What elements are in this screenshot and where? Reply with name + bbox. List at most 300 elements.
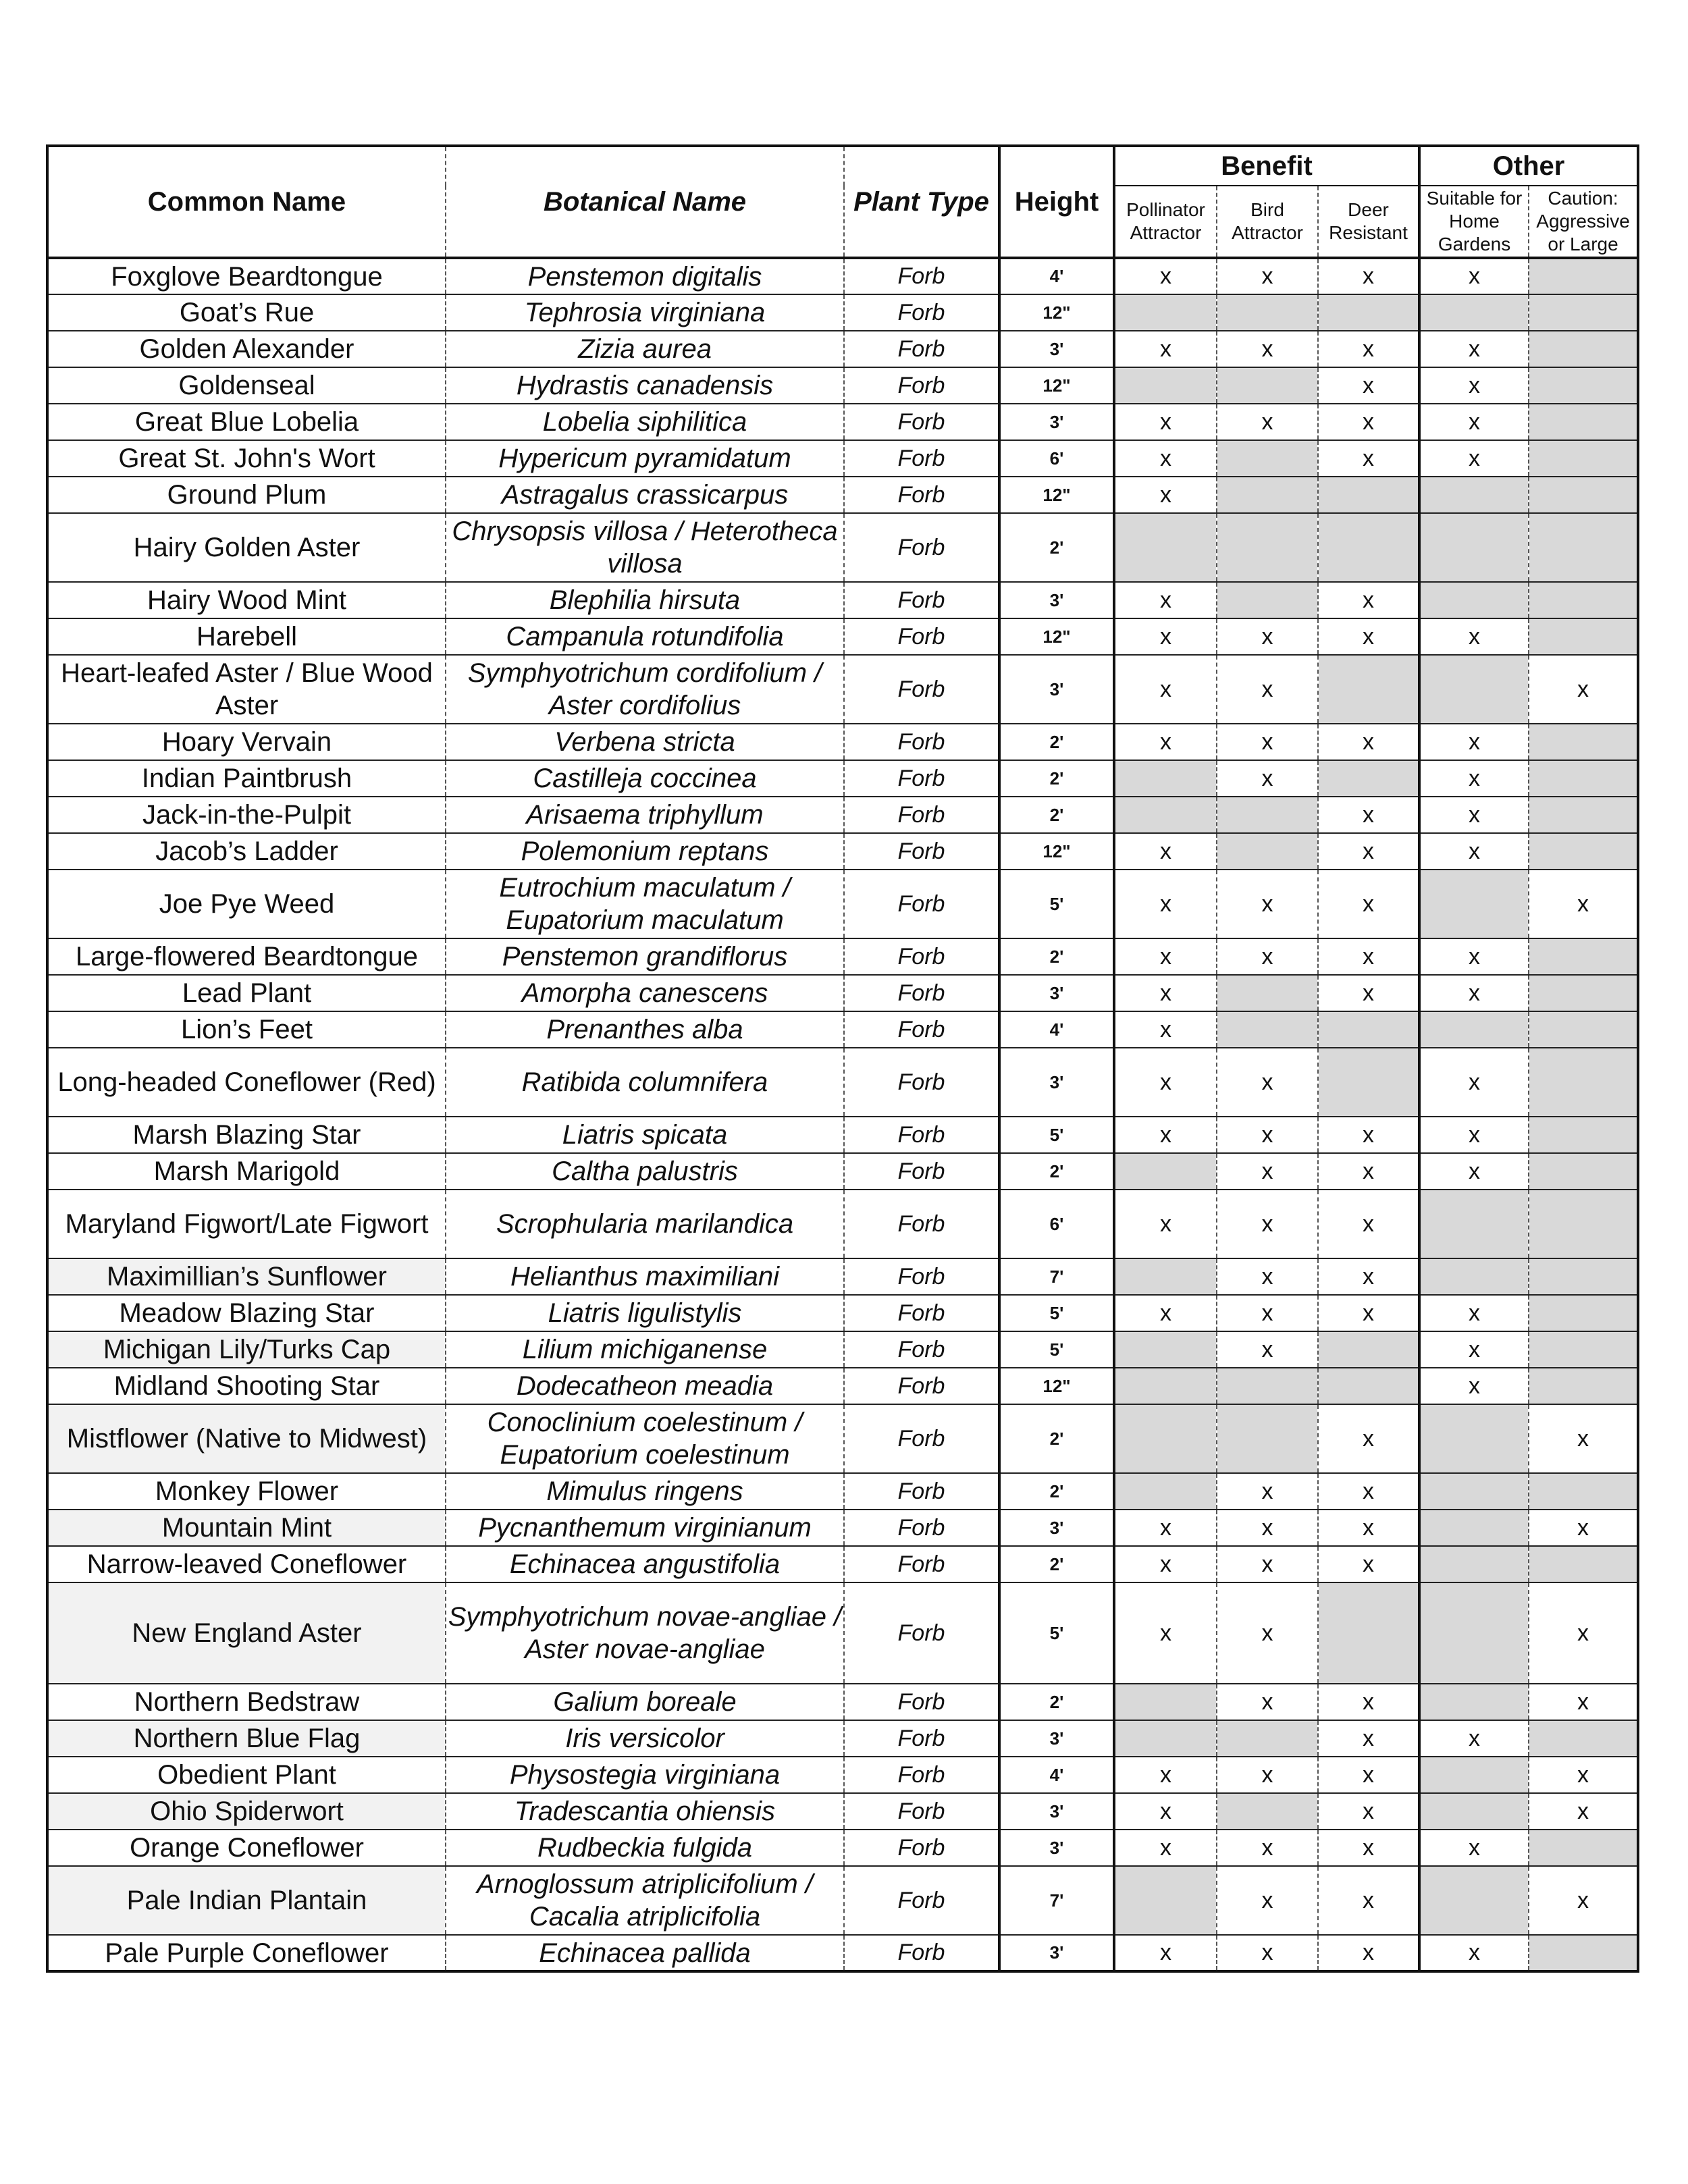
common-name-cell: Foxglove Beardtongue — [47, 258, 446, 294]
bird-cell: x — [1217, 1866, 1318, 1935]
bird-cell: x — [1217, 1295, 1318, 1331]
home-garden-cell: x — [1419, 258, 1529, 294]
caution-cell — [1529, 1190, 1638, 1258]
botanical-name-cell: Iris versicolor — [446, 1720, 844, 1757]
botanical-name-cell: Conoclinium coelestinum / Eupatorium coelestinum — [446, 1404, 844, 1473]
height-cell: 5' — [999, 1331, 1114, 1368]
table-row — [47, 1368, 1638, 1404]
plant-type-cell: Forb — [844, 1546, 999, 1582]
caution-cell — [1529, 367, 1638, 404]
botanical-name-cell: Liatris ligulistylis — [446, 1295, 844, 1331]
table-row — [47, 1830, 1638, 1866]
table-row — [47, 1510, 1638, 1546]
deer-cell: x — [1318, 258, 1419, 294]
caution-cell — [1529, 1546, 1638, 1582]
plant-type-cell: Forb — [844, 1720, 999, 1757]
pollinator-cell: x — [1114, 258, 1217, 294]
home-garden-cell — [1419, 1793, 1529, 1830]
botanical-name-cell: Echinacea pallida — [446, 1935, 844, 1971]
caution-cell — [1529, 404, 1638, 440]
deer-cell: x — [1318, 1720, 1419, 1757]
plant-type-cell: Forb — [844, 1793, 999, 1830]
caution-cell — [1529, 1935, 1638, 1971]
bird-cell — [1217, 797, 1318, 833]
home-garden-cell — [1419, 1190, 1529, 1258]
caution-cell — [1529, 1048, 1638, 1117]
table-row — [47, 404, 1638, 440]
home-garden-cell: x — [1419, 404, 1529, 440]
table-row — [47, 331, 1638, 367]
bird-cell — [1217, 1404, 1318, 1473]
caution-cell — [1529, 833, 1638, 870]
common-name-cell: Marsh Marigold — [47, 1153, 446, 1190]
deer-cell: x — [1318, 1153, 1419, 1190]
botanical-name-cell: Helianthus maximiliani — [446, 1258, 844, 1295]
home-garden-cell: x — [1419, 797, 1529, 833]
height-cell: 5' — [999, 1582, 1114, 1684]
table-row — [47, 618, 1638, 655]
pollinator-cell: x — [1114, 938, 1217, 975]
home-garden-cell — [1419, 1684, 1529, 1720]
pollinator-cell — [1114, 1258, 1217, 1295]
table-row — [47, 1117, 1638, 1153]
bird-cell: x — [1217, 1757, 1318, 1793]
deer-cell — [1318, 1331, 1419, 1368]
height-cell: 4' — [999, 1011, 1114, 1048]
deer-cell — [1318, 294, 1419, 331]
plant-type-cell: Forb — [844, 938, 999, 975]
bird-cell: x — [1217, 1258, 1318, 1295]
botanical-name-cell: Lobelia siphilitica — [446, 404, 844, 440]
height-cell: 2' — [999, 1684, 1114, 1720]
home-garden-cell — [1419, 1404, 1529, 1473]
caution-cell: x — [1529, 1793, 1638, 1830]
home-garden-cell: x — [1419, 760, 1529, 797]
header-plant-type: Plant Type — [844, 146, 999, 258]
height-cell: 3' — [999, 975, 1114, 1011]
plant-type-cell: Forb — [844, 331, 999, 367]
common-name-cell: Pale Purple Coneflower — [47, 1935, 446, 1971]
plant-type-cell: Forb — [844, 797, 999, 833]
home-garden-cell — [1419, 1757, 1529, 1793]
common-name-cell: Hairy Golden Aster — [47, 513, 446, 582]
deer-cell — [1318, 477, 1419, 513]
deer-cell: x — [1318, 1935, 1419, 1971]
plant-type-cell: Forb — [844, 440, 999, 477]
table-row — [47, 1048, 1638, 1117]
pollinator-cell — [1114, 760, 1217, 797]
plant-type-cell: Forb — [844, 294, 999, 331]
caution-cell — [1529, 1473, 1638, 1510]
bird-cell: x — [1217, 1473, 1318, 1510]
deer-cell: x — [1318, 938, 1419, 975]
home-garden-cell — [1419, 870, 1529, 938]
deer-cell: x — [1318, 440, 1419, 477]
pollinator-cell — [1114, 797, 1217, 833]
plant-table — [46, 144, 1639, 1973]
caution-cell: x — [1529, 1757, 1638, 1793]
height-cell: 2' — [999, 1473, 1114, 1510]
table-row — [47, 975, 1638, 1011]
common-name-cell: Orange Coneflower — [47, 1830, 446, 1866]
deer-cell: x — [1318, 1117, 1419, 1153]
home-garden-cell — [1419, 1546, 1529, 1582]
plant-type-cell: Forb — [844, 582, 999, 618]
caution-cell: x — [1529, 1404, 1638, 1473]
height-cell: 4' — [999, 258, 1114, 294]
deer-cell — [1318, 513, 1419, 582]
plant-type-cell: Forb — [844, 1153, 999, 1190]
botanical-name-cell: Tephrosia virginiana — [446, 294, 844, 331]
deer-cell: x — [1318, 724, 1419, 760]
common-name-cell: Golden Alexander — [47, 331, 446, 367]
height-cell: 5' — [999, 1117, 1114, 1153]
table-row — [47, 938, 1638, 975]
home-garden-cell — [1419, 1866, 1529, 1935]
common-name-cell: Jacob’s Ladder — [47, 833, 446, 870]
table-row — [47, 513, 1638, 582]
pollinator-cell: x — [1114, 1757, 1217, 1793]
common-name-cell: Long-headed Coneflower (Red) — [47, 1048, 446, 1117]
caution-cell — [1529, 294, 1638, 331]
common-name-cell: Mountain Mint — [47, 1510, 446, 1546]
botanical-name-cell: Penstemon grandiflorus — [446, 938, 844, 975]
plant-type-cell: Forb — [844, 833, 999, 870]
pollinator-cell — [1114, 1866, 1217, 1935]
plant-type-cell: Forb — [844, 1935, 999, 1971]
table-row — [47, 1793, 1638, 1830]
botanical-name-cell: Pycnanthemum virginianum — [446, 1510, 844, 1546]
deer-cell: x — [1318, 331, 1419, 367]
height-cell: 4' — [999, 1757, 1114, 1793]
common-name-cell: Great Blue Lobelia — [47, 404, 446, 440]
botanical-name-cell: Lilium michiganense — [446, 1331, 844, 1368]
caution-cell — [1529, 513, 1638, 582]
pollinator-cell — [1114, 1720, 1217, 1757]
pollinator-cell — [1114, 1473, 1217, 1510]
deer-cell: x — [1318, 1757, 1419, 1793]
botanical-name-cell: Ratibida columnifera — [446, 1048, 844, 1117]
deer-cell: x — [1318, 833, 1419, 870]
plant-type-cell: Forb — [844, 1117, 999, 1153]
plant-type-cell: Forb — [844, 477, 999, 513]
pollinator-cell: x — [1114, 655, 1217, 724]
bird-cell — [1217, 582, 1318, 618]
home-garden-cell — [1419, 513, 1529, 582]
caution-cell — [1529, 440, 1638, 477]
deer-cell: x — [1318, 1190, 1419, 1258]
deer-cell: x — [1318, 1473, 1419, 1510]
table-row — [47, 582, 1638, 618]
home-garden-cell: x — [1419, 1935, 1529, 1971]
bird-cell — [1217, 1368, 1318, 1404]
home-garden-cell — [1419, 477, 1529, 513]
caution-cell — [1529, 760, 1638, 797]
header-caution: Caution: Aggressive or Large — [1529, 186, 1638, 258]
table-row — [47, 1757, 1638, 1793]
deer-cell — [1318, 1368, 1419, 1404]
height-cell: 12" — [999, 618, 1114, 655]
bird-cell — [1217, 367, 1318, 404]
height-cell: 7' — [999, 1258, 1114, 1295]
height-cell: 12" — [999, 833, 1114, 870]
common-name-cell: Harebell — [47, 618, 446, 655]
common-name-cell: Northern Bedstraw — [47, 1684, 446, 1720]
plant-type-cell: Forb — [844, 1582, 999, 1684]
pollinator-cell — [1114, 1368, 1217, 1404]
home-garden-cell — [1419, 1011, 1529, 1048]
table-row — [47, 1546, 1638, 1582]
height-cell: 3' — [999, 1793, 1114, 1830]
bird-cell: x — [1217, 618, 1318, 655]
deer-cell — [1318, 1011, 1419, 1048]
table-row — [47, 1295, 1638, 1331]
common-name-cell: Lead Plant — [47, 975, 446, 1011]
deer-cell: x — [1318, 870, 1419, 938]
plant-type-cell: Forb — [844, 760, 999, 797]
height-cell: 2' — [999, 724, 1114, 760]
bird-cell: x — [1217, 1935, 1318, 1971]
height-cell: 2' — [999, 797, 1114, 833]
home-garden-cell: x — [1419, 938, 1529, 975]
common-name-cell: Goat’s Rue — [47, 294, 446, 331]
height-cell: 2' — [999, 513, 1114, 582]
pollinator-cell: x — [1114, 1546, 1217, 1582]
botanical-name-cell: Verbena stricta — [446, 724, 844, 760]
caution-cell — [1529, 582, 1638, 618]
home-garden-cell: x — [1419, 833, 1529, 870]
height-cell: 12" — [999, 294, 1114, 331]
bird-cell: x — [1217, 1331, 1318, 1368]
height-cell: 2' — [999, 938, 1114, 975]
plant-type-cell: Forb — [844, 1190, 999, 1258]
home-garden-cell: x — [1419, 440, 1529, 477]
pollinator-cell: x — [1114, 1793, 1217, 1830]
common-name-cell: Monkey Flower — [47, 1473, 446, 1510]
plant-type-cell: Forb — [844, 1048, 999, 1117]
bird-cell — [1217, 294, 1318, 331]
deer-cell: x — [1318, 1830, 1419, 1866]
bird-cell: x — [1217, 1684, 1318, 1720]
bird-cell: x — [1217, 331, 1318, 367]
botanical-name-cell: Penstemon digitalis — [446, 258, 844, 294]
plant-type-cell: Forb — [844, 870, 999, 938]
botanical-name-cell: Arisaema triphyllum — [446, 797, 844, 833]
deer-cell: x — [1318, 1866, 1419, 1935]
height-cell: 2' — [999, 760, 1114, 797]
common-name-cell: Ground Plum — [47, 477, 446, 513]
pollinator-cell — [1114, 1404, 1217, 1473]
plant-type-cell: Forb — [844, 1368, 999, 1404]
botanical-name-cell: Amorpha canescens — [446, 975, 844, 1011]
plant-type-cell: Forb — [844, 724, 999, 760]
deer-cell: x — [1318, 1793, 1419, 1830]
plant-type-cell: Forb — [844, 618, 999, 655]
table-row — [47, 1582, 1638, 1684]
bird-cell: x — [1217, 655, 1318, 724]
caution-cell — [1529, 1830, 1638, 1866]
home-garden-cell: x — [1419, 1331, 1529, 1368]
caution-cell — [1529, 1117, 1638, 1153]
pollinator-cell: x — [1114, 724, 1217, 760]
pollinator-cell: x — [1114, 1295, 1217, 1331]
pollinator-cell — [1114, 513, 1217, 582]
common-name-cell: Jack-in-the-Pulpit — [47, 797, 446, 833]
table-row — [47, 833, 1638, 870]
common-name-cell: Large-flowered Beardtongue — [47, 938, 446, 975]
pollinator-cell: x — [1114, 404, 1217, 440]
deer-cell — [1318, 1048, 1419, 1117]
home-garden-cell — [1419, 582, 1529, 618]
height-cell: 2' — [999, 1546, 1114, 1582]
common-name-cell: Northern Blue Flag — [47, 1720, 446, 1757]
table-row — [47, 655, 1638, 724]
caution-cell — [1529, 938, 1638, 975]
height-cell: 3' — [999, 655, 1114, 724]
home-garden-cell — [1419, 1510, 1529, 1546]
caution-cell — [1529, 331, 1638, 367]
caution-cell: x — [1529, 1510, 1638, 1546]
home-garden-cell — [1419, 1582, 1529, 1684]
common-name-cell: Hoary Vervain — [47, 724, 446, 760]
bird-cell — [1217, 440, 1318, 477]
botanical-name-cell: Galium boreale — [446, 1684, 844, 1720]
deer-cell: x — [1318, 1684, 1419, 1720]
botanical-name-cell: Dodecatheon meadia — [446, 1368, 844, 1404]
table-row — [47, 1935, 1638, 1971]
botanical-name-cell: Arnoglossum atriplicifolium / Cacalia atriplicifolia — [446, 1866, 844, 1935]
caution-cell: x — [1529, 655, 1638, 724]
deer-cell: x — [1318, 367, 1419, 404]
home-garden-cell: x — [1419, 1295, 1529, 1331]
botanical-name-cell: Scrophularia marilandica — [446, 1190, 844, 1258]
common-name-cell: Mistflower (Native to Midwest) — [47, 1404, 446, 1473]
bird-cell: x — [1217, 1830, 1318, 1866]
height-cell: 6' — [999, 1190, 1114, 1258]
caution-cell: x — [1529, 1684, 1638, 1720]
caution-cell — [1529, 975, 1638, 1011]
botanical-name-cell: Castilleja coccinea — [446, 760, 844, 797]
caution-cell: x — [1529, 870, 1638, 938]
caution-cell: x — [1529, 1866, 1638, 1935]
plant-type-cell: Forb — [844, 1295, 999, 1331]
pollinator-cell: x — [1114, 975, 1217, 1011]
header-home-gardens: Suitable for Home Gardens — [1419, 186, 1529, 258]
height-cell: 3' — [999, 582, 1114, 618]
deer-cell: x — [1318, 1510, 1419, 1546]
bird-cell — [1217, 1720, 1318, 1757]
home-garden-cell: x — [1419, 367, 1529, 404]
caution-cell: x — [1529, 1582, 1638, 1684]
table-row — [47, 1404, 1638, 1473]
deer-cell: x — [1318, 618, 1419, 655]
pollinator-cell: x — [1114, 1048, 1217, 1117]
botanical-name-cell: Hydrastis canadensis — [446, 367, 844, 404]
pollinator-cell: x — [1114, 1190, 1217, 1258]
plant-type-cell: Forb — [844, 404, 999, 440]
header-benefit: Benefit — [1114, 146, 1419, 186]
bird-cell: x — [1217, 1546, 1318, 1582]
plant-type-cell: Forb — [844, 1510, 999, 1546]
botanical-name-cell: Zizia aurea — [446, 331, 844, 367]
bird-cell: x — [1217, 760, 1318, 797]
header-common-name: Common Name — [47, 146, 446, 258]
botanical-name-cell: Symphyotrichum cordifolium / Aster cordifolius — [446, 655, 844, 724]
deer-cell: x — [1318, 1546, 1419, 1582]
deer-cell — [1318, 655, 1419, 724]
deer-cell: x — [1318, 404, 1419, 440]
plant-type-cell: Forb — [844, 1011, 999, 1048]
home-garden-cell: x — [1419, 1368, 1529, 1404]
header-height: Height — [999, 146, 1114, 258]
deer-cell: x — [1318, 1404, 1419, 1473]
header-deer: Deer Resistant — [1318, 186, 1419, 258]
caution-cell — [1529, 1331, 1638, 1368]
table-row — [47, 1190, 1638, 1258]
plant-type-cell: Forb — [844, 1258, 999, 1295]
bird-cell — [1217, 833, 1318, 870]
home-garden-cell — [1419, 294, 1529, 331]
table-row — [47, 294, 1638, 331]
table-row — [47, 1153, 1638, 1190]
pollinator-cell: x — [1114, 1935, 1217, 1971]
bird-cell: x — [1217, 1117, 1318, 1153]
caution-cell — [1529, 797, 1638, 833]
botanical-name-cell: Liatris spicata — [446, 1117, 844, 1153]
botanical-name-cell: Rudbeckia fulgida — [446, 1830, 844, 1866]
botanical-name-cell: Prenanthes alba — [446, 1011, 844, 1048]
bird-cell: x — [1217, 938, 1318, 975]
header-botanical-name: Botanical Name — [446, 146, 844, 258]
plant-type-cell: Forb — [844, 1331, 999, 1368]
common-name-cell: Indian Paintbrush — [47, 760, 446, 797]
caution-cell — [1529, 724, 1638, 760]
pollinator-cell — [1114, 1153, 1217, 1190]
bird-cell: x — [1217, 1048, 1318, 1117]
plant-type-cell: Forb — [844, 1830, 999, 1866]
botanical-name-cell: Tradescantia ohiensis — [446, 1793, 844, 1830]
home-garden-cell — [1419, 1473, 1529, 1510]
pollinator-cell: x — [1114, 618, 1217, 655]
table-row — [47, 1720, 1638, 1757]
table-row — [47, 258, 1638, 294]
table-row — [47, 367, 1638, 404]
header-other: Other — [1419, 146, 1638, 186]
bird-cell: x — [1217, 258, 1318, 294]
caution-cell — [1529, 1153, 1638, 1190]
table-row — [47, 1258, 1638, 1295]
bird-cell: x — [1217, 1190, 1318, 1258]
home-garden-cell: x — [1419, 331, 1529, 367]
home-garden-cell: x — [1419, 1720, 1529, 1757]
table-row — [47, 1331, 1638, 1368]
home-garden-cell — [1419, 1258, 1529, 1295]
common-name-cell: Meadow Blazing Star — [47, 1295, 446, 1331]
caution-cell — [1529, 1258, 1638, 1295]
pollinator-cell: x — [1114, 582, 1217, 618]
pollinator-cell: x — [1114, 1011, 1217, 1048]
common-name-cell: Heart-leafed Aster / Blue Wood Aster — [47, 655, 446, 724]
deer-cell — [1318, 1582, 1419, 1684]
common-name-cell: Hairy Wood Mint — [47, 582, 446, 618]
pollinator-cell: x — [1114, 1582, 1217, 1684]
bird-cell — [1217, 1011, 1318, 1048]
home-garden-cell — [1419, 655, 1529, 724]
home-garden-cell: x — [1419, 975, 1529, 1011]
plant-type-cell: Forb — [844, 1757, 999, 1793]
table-row — [47, 440, 1638, 477]
common-name-cell: Lion’s Feet — [47, 1011, 446, 1048]
